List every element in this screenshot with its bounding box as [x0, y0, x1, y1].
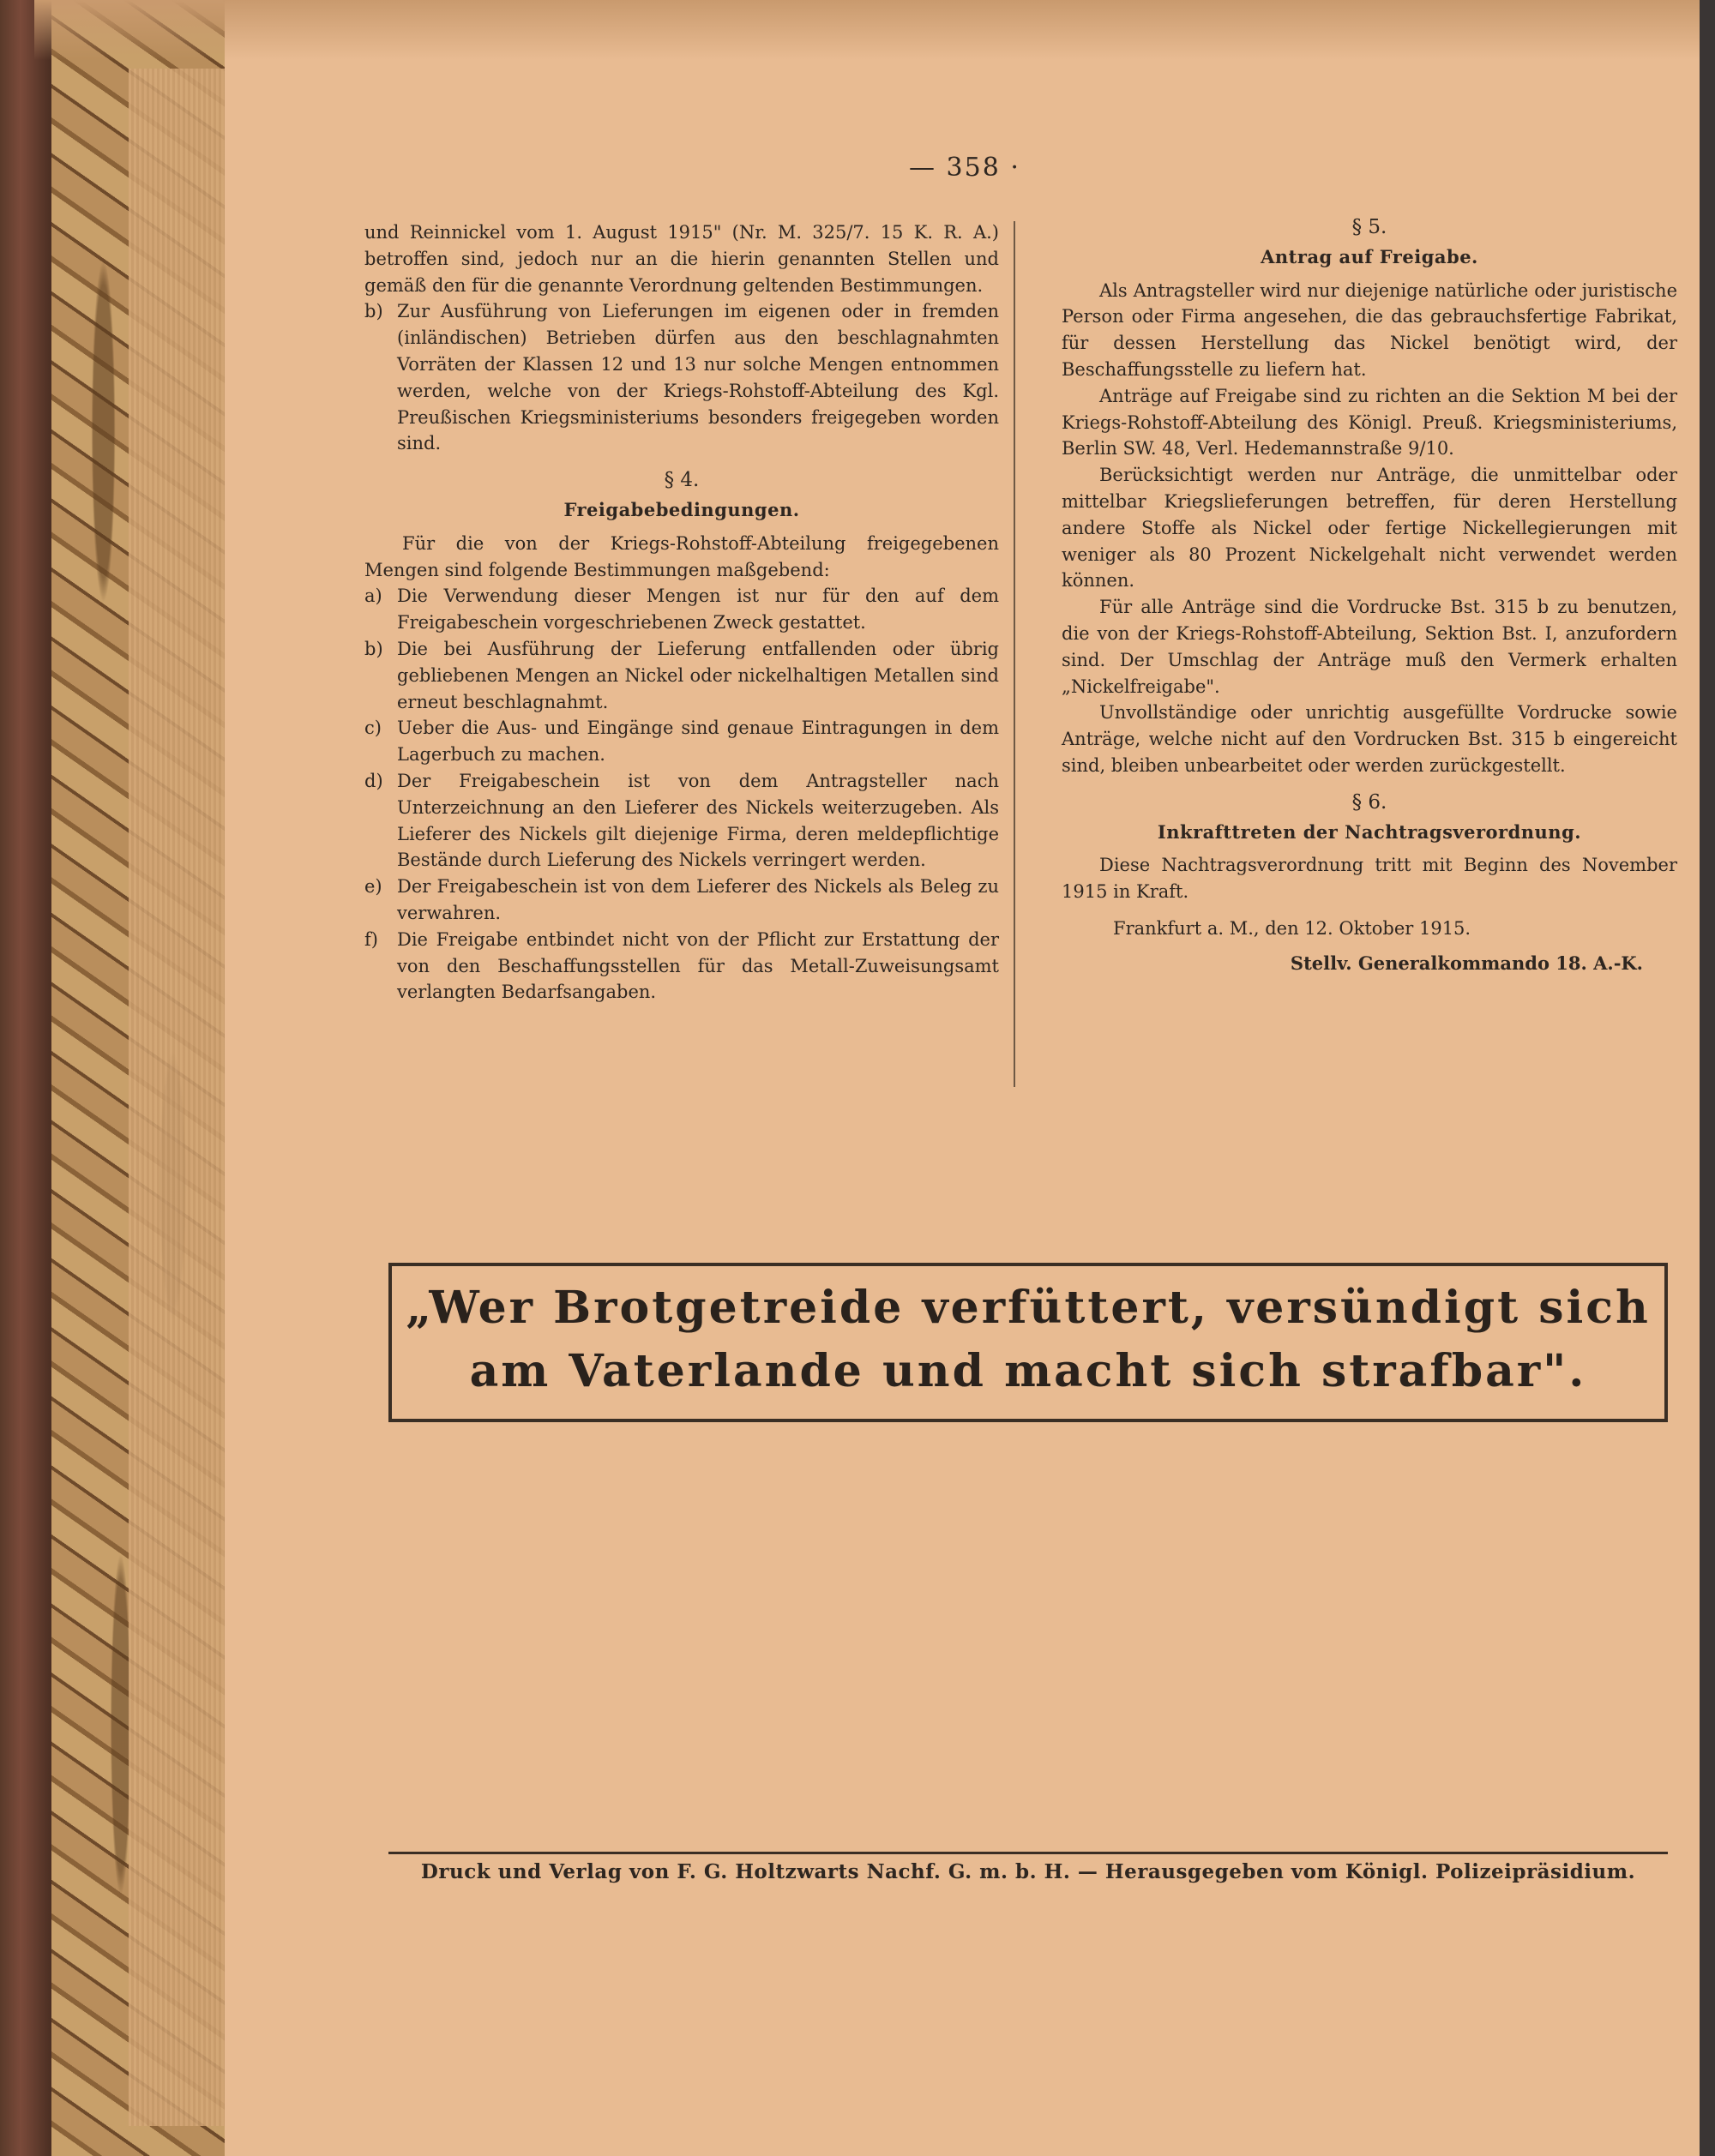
- page-stack-edge: [129, 69, 225, 2126]
- list-item: [364, 583, 999, 636]
- item-text: Der Freigabeschein ist von dem Antragsteller nach Unterzeichnung an den Lieferer des Nickels weiterzugeben. Als Lieferer des Nickels gilt diejenige Firma, deren meldepflichtige Bestände durch Lieferung des Nickels verringert werden.: [397, 770, 999, 871]
- item-label: c): [364, 718, 382, 739]
- section-5-paragraph: Anträge auf Freigabe sind zu richten an die Sektion M bei der Kriegs-Rohstoff-Abteilung des Königl. Preuß. Kriegsministeriums, Berlin SW. 48, Verl. Hedemannstraße 9/10.: [1062, 385, 1677, 459]
- item-label: b): [364, 301, 383, 322]
- item-label: a): [364, 586, 382, 607]
- slogan-line-1: „Wer Brotgetreide verfüttert, versündigt sich: [406, 1282, 1651, 1334]
- item-text: Die Verwendung dieser Mengen ist nur für den auf dem Freigabeschein vorgeschriebenen Zweck gestattet.: [397, 586, 999, 634]
- item-label: f): [364, 928, 378, 950]
- section-5-paragraph: Für alle Anträge sind die Vordrucke Bst. 315 b zu benutzen, die von der Kriegs-Rohstoff-Abteilung, Sektion Bst. I, anzufordern sind. Der Umschlag der Anträge muß den Vermerk erhalten „Nickelfreigabe".: [1062, 597, 1677, 697]
- list-item: [364, 874, 999, 927]
- left-column: [364, 219, 999, 1006]
- section-4-number: § 4.: [664, 469, 700, 492]
- section-6-paragraph: Diese Nachtragsverordnung tritt mit Beginn des November 1915 in Kraft.: [1062, 855, 1677, 903]
- section-5-paragraph: Als Antragsteller wird nur diejenige natürliche oder juristische Person oder Firma angesehen, die das gebrauchsfertige Fabrikat, für dessen Herstellung das Nickel benötigt wird, der Beschaffungsstelle zu liefern hat.: [1062, 279, 1677, 380]
- section-4-title: Freigabebedingungen.: [563, 498, 800, 520]
- top-shadow: [34, 0, 1715, 60]
- left-intro-paragraph: und Reinnickel vom 1. August 1915" (Nr. M. 325/7. 15 K. R. A.) betroffen sind, jedoch nur an die hierin genannten Stellen und gemäß den für die genannte Verordnung geltenden Bestimmungen.: [364, 222, 999, 296]
- item-text: Zur Ausführung von Lieferungen im eigenen oder in fremden (inländischen) Betrieben dürfen aus den beschlagnahmten Vorräten der Klassen 12 und 13 nur solche Mengen entnommen werden, welche von der Kriegs-Rohstoff-Abteilung des Kgl. Preußischen Kriegsministeriums besonders freigegeben worden sind.: [397, 301, 999, 454]
- section-4-intro: Für die von der Kriegs-Rohstoff-Abteilung freigegebenen Mengen sind folgende Bestimmungen maßgebend:: [364, 532, 999, 580]
- scan-border: [1700, 0, 1715, 2156]
- slogan-line-2: am Vaterlande und macht sich strafbar".: [469, 1345, 1587, 1397]
- right-column: [1062, 204, 1677, 977]
- signature: Stellv. Generalkommando 18. A.-K.: [1290, 952, 1643, 974]
- item-text: Ueber die Aus- und Eingänge sind genaue Eintragungen in dem Lagerbuch zu machen.: [397, 718, 999, 766]
- item-text: Der Freigabeschein ist von dem Lieferer des Nickels als Beleg zu verwahren.: [397, 876, 999, 923]
- column-divider: [1014, 221, 1015, 1087]
- list-item: [364, 927, 999, 1006]
- list-item: [364, 768, 999, 874]
- section-5-number: § 5.: [1351, 216, 1387, 238]
- list-item: [364, 636, 999, 715]
- section-6-number: § 6.: [1351, 790, 1387, 814]
- section-5-paragraph: Unvollständige oder unrichtig ausgefüllte Vordrucke sowie Anträge, welche nicht auf den Vordrucken Bst. 315 b eingereicht sind, bleiben unbearbeitet oder werden zurückgestellt.: [1062, 702, 1677, 776]
- slogan-box: [388, 1263, 1668, 1422]
- date-line: Frankfurt a. M., den 12. Oktober 1915.: [1113, 917, 1471, 939]
- item-text: Die Freigabe entbindet nicht von der Pflicht zur Erstattung der von den Beschaffungsstellen für das Metall-Zuweisungsamt verlangten Bedarfsangaben.: [397, 928, 999, 1003]
- list-item-b-top: [364, 298, 999, 457]
- imprint-footer: Druck und Verlag von F. G. Holtzwarts Nachf. G. m. b. H. — Herausgegeben vom Königl. Polizeipräsidium.: [420, 1860, 1636, 1883]
- item-text: Die bei Ausführung der Lieferung entfallenden oder übrig gebliebenen Mengen an Nickel oder nickelhaltigen Metallen sind erneut beschlagnahmt.: [397, 638, 999, 712]
- section-5-paragraph: Berücksichtigt werden nur Anträge, die unmittelbar oder mittelbar Kriegslieferungen betreffen, für deren Herstellung andere Stoffe als Nickel oder fertige Nickellegierungen mit weniger als 80 Prozent Nickelgehalt nicht verwendet werden können.: [1062, 465, 1677, 592]
- list-item: [364, 715, 999, 768]
- item-label: d): [364, 770, 383, 791]
- section-5-title: Antrag auf Freigabe.: [1261, 245, 1478, 267]
- section-6-title: Inkrafttreten der Nachtragsverordnung.: [1157, 820, 1582, 843]
- footer-rule: [388, 1852, 1668, 1854]
- book-binding-cover: [0, 0, 51, 2156]
- item-label: b): [364, 638, 383, 659]
- page-number: — 358 ·: [909, 153, 1020, 183]
- item-label: e): [364, 876, 382, 898]
